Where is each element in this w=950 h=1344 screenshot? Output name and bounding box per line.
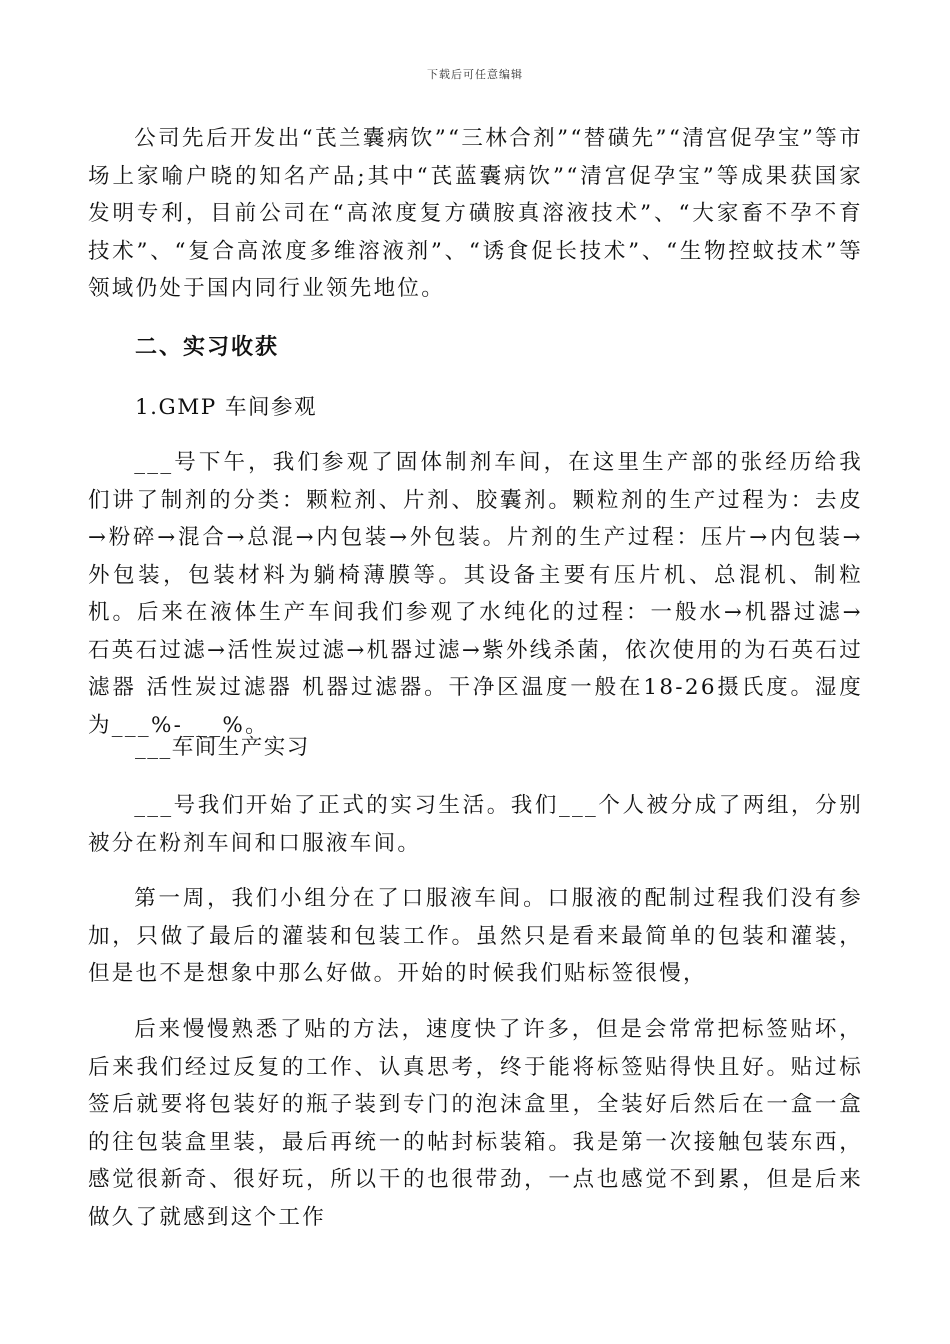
paragraph-company-products: 公司先后开发出“芪兰囊病饮”“三林合剂”“替磺先”“清宫促孕宝”等市场上家喻户晓的知名产品;其中“芪蓝囊病饮”“清宫促孕宝”等成果获国家发明专利，目前公司在“高浓度复方磺胺真溶液技术”、“大家畜不孕不育技术”、“复合高浓度多维溶液剂”、“诱食促长技术”、“生物控蚊技术”等领域仍处于国内同行业领先地位。 [88, 126, 863, 301]
paragraph-first-week: 第一周，我们小组分在了口服液车间。口服液的配制过程我们没有参加，只做了最后的灌装和包装工作。虽然只是看来最简单的包装和灌装，但是也不是想象中那么好做。开始的时候我们贴标签很慢， [88, 886, 863, 986]
subheading-workshop-production-practice: ___车间生产实习 [135, 735, 310, 760]
page-header: 下载后可任意编辑 [427, 68, 523, 81]
section-heading-internship-gains: 二、实习收获 [135, 334, 280, 360]
paragraph-internship-start: ___号我们开始了正式的实习生活。我们___个人被分成了两组，分别被分在粉剂车间和口服液车间。 [88, 793, 863, 856]
subheading-gmp-workshop-visit: 1.GMP 车间参观 [135, 395, 318, 420]
paragraph-labeling-work: 后来慢慢熟悉了贴的方法，速度快了许多，但是会常常把标签贴坏，后来我们经过反复的工作、认真思考，终于能将标签贴得快且好。贴过标签后就要将包装好的瓶子装到专门的泡沫盒里，全装好后然后在一盒一盒的往包装盒里装，最后再统一的帖封标装箱。我是第一次接触包装东西，感觉很新奇、很好玩，所以干的也很带劲，一点也感觉不到累，但是后来做久了就感到这个工作 [88, 1017, 863, 1230]
paragraph-solid-preparation-workshop: ___号下午，我们参观了固体制剂车间，在这里生产部的张经历给我们讲了制剂的分类：颗粒剂、片剂、胶囊剂。颗粒剂的生产过程为：去皮→粉碎→混合→总混→内包装→外包装。片剂的生产过程：压片→内包装→外包装，包装材料为躺椅薄膜等。其设备主要有压片机、总混机、制粒机。后来在液体生产车间我们参观了水纯化的过程：一般水→机器过滤→石英石过滤→活性炭过滤→机器过滤→紫外线杀菌，依次使用的为石英石过滤器 活性炭过滤器 机器过滤器。干净区温度一般在18-26摄氏度。湿度为___%-___%。 [88, 450, 863, 738]
